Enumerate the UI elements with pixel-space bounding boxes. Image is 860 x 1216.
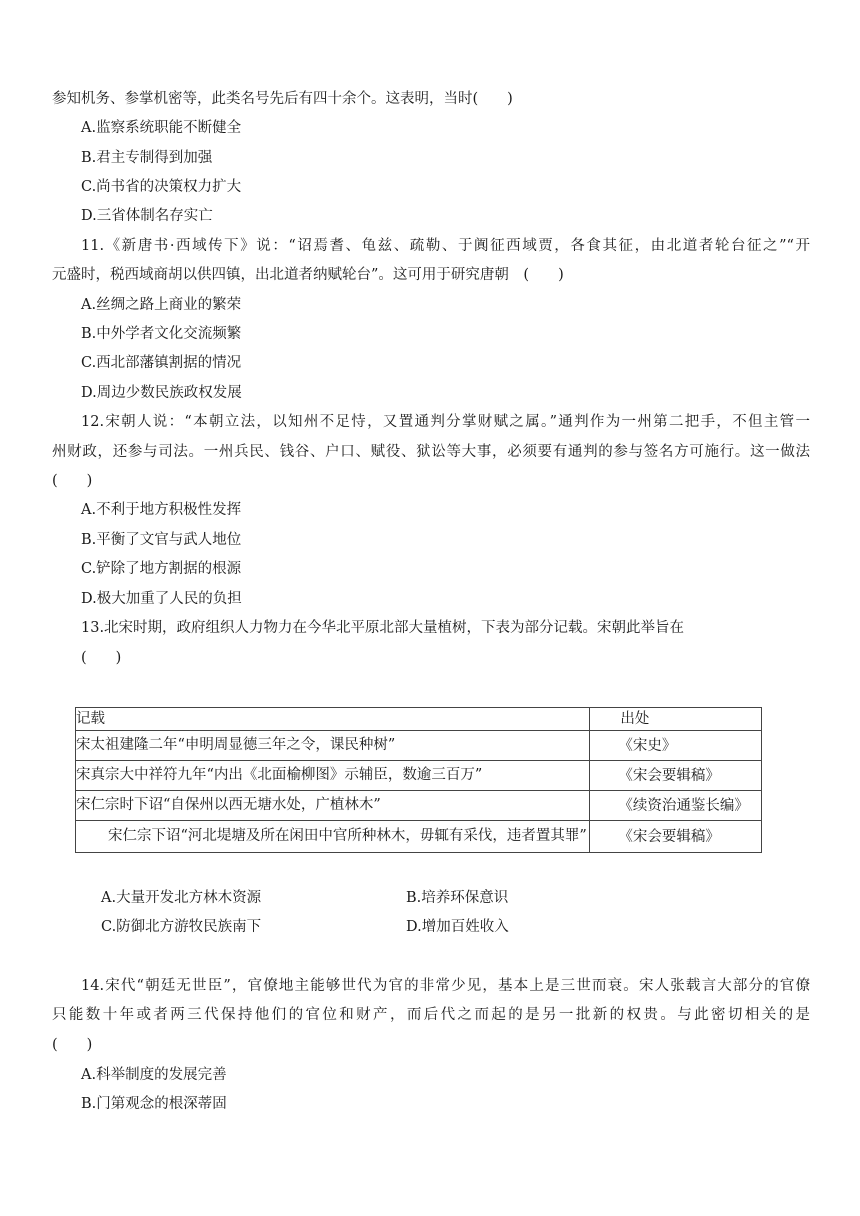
question-10-option-c[interactable]: C.尚书省的决策权力扩大: [81, 179, 242, 195]
records-table: [75, 707, 762, 853]
table-cell-record: 宋太祖建隆二年“申明周显德三年之令，课民种树”: [76, 731, 590, 761]
question-14-stem-line2: 只能数十年或者两三代保持他们的官位和财产，而后代之而起的是另一批新的权贵。与此密切相关的是: [52, 1007, 810, 1023]
question-13-stem-line2: ( ): [81, 650, 122, 666]
question-12-stem-line3: ( ): [52, 473, 93, 489]
table-cell-source: 《宋史》: [590, 731, 762, 761]
question-14-option-a[interactable]: A.科举制度的发展完善: [81, 1067, 227, 1083]
question-13-option-a[interactable]: A.大量开发北方林木资源: [101, 890, 262, 906]
table-row: [76, 731, 762, 761]
question-11-option-b[interactable]: B.中外学者文化交流频繁: [81, 326, 242, 342]
question-13-stem-line1: 13.北宋时期，政府组织人力物力在今华北平原北部大量植树，下表为部分记载。宋朝此举旨在: [81, 620, 685, 636]
table-row: [76, 791, 762, 821]
question-14-option-b[interactable]: B.门第观念的根深蒂固: [81, 1096, 227, 1112]
table-cell-record: 宋仁宗时下诏“自保州以西无塘水处，广植林木”: [76, 791, 590, 821]
question-11-stem-line1: 11.《新唐书·西域传下》说：“诏焉耆、龟兹、疏勒、于阗征西域贾，各食其征，由北道者轮台征之”“开: [81, 238, 810, 254]
table-cell-source: 《宋会要辑稿》: [590, 821, 762, 853]
question-12-stem-line1: 12.宋朝人说：“本朝立法，以知州不足恃，又置通判分掌财赋之属。”通判作为一州第二把手，不但主管一: [81, 414, 810, 430]
table-header-record: 记载: [76, 708, 590, 731]
table-row: [76, 821, 762, 853]
question-12-stem-line2: 州财政，还参与司法。一州兵民、钱谷、户口、赋役、狱讼等大事，必须要有通判的参与签名方可施行。这一做法: [52, 444, 810, 460]
question-10-option-d[interactable]: D.三省体制名存实亡: [81, 208, 213, 224]
question-11-option-c[interactable]: C.西北部藩镇割据的情况: [81, 355, 242, 371]
table-cell-record: 宋真宗大中祥符九年“内出《北面榆柳图》示辅臣，数逾三百万”: [76, 761, 590, 791]
question-12-option-b[interactable]: B.平衡了文官与武人地位: [81, 532, 242, 548]
table-cell-record: 宋仁宗下诏“河北堤塘及所在闲田中官所种林木，毋辄有采伐，违者置其罪”: [76, 821, 590, 853]
question-13-option-b[interactable]: B.培养环保意识: [406, 890, 509, 906]
question-14-stem-line1: 14.宋代“朝廷无世臣”，官僚地主能够世代为官的非常少见，基本上是三世而衰。宋人张载言大部分的官僚: [81, 978, 810, 994]
table-row: [76, 761, 762, 791]
table-header-source: 出处: [590, 708, 762, 731]
table-cell-source: 《宋会要辑稿》: [590, 761, 762, 791]
question-11-option-a[interactable]: A.丝绸之路上商业的繁荣: [81, 297, 242, 313]
question-10-option-b[interactable]: B.君主专制得到加强: [81, 150, 213, 166]
question-11-option-d[interactable]: D.周边少数民族政权发展: [81, 385, 242, 401]
question-10-stem-tail: 参知机务、参掌机密等，此类名号先后有四十余个。这表明，当时( ): [52, 91, 513, 107]
table-header-row: [76, 708, 762, 731]
question-12-option-c[interactable]: C.铲除了地方割据的根源: [81, 561, 242, 577]
question-12-option-d[interactable]: D.极大加重了人民的负担: [81, 591, 242, 607]
question-13-option-c[interactable]: C.防御北方游牧民族南下: [101, 919, 262, 935]
question-10-option-a[interactable]: A.监察系统职能不断健全: [81, 120, 242, 136]
question-11-stem-line2: 元盛时，税西域商胡以供四镇，出北道者纳赋轮台”。这可用于研究唐朝 ( ): [52, 267, 564, 283]
question-12-option-a[interactable]: A.不利于地方积极性发挥: [81, 502, 242, 518]
question-14-stem-line3: ( ): [52, 1037, 93, 1053]
question-13-option-d[interactable]: D.增加百姓收入: [406, 919, 509, 935]
table-cell-source: 《续资治通鉴长编》: [590, 791, 762, 821]
